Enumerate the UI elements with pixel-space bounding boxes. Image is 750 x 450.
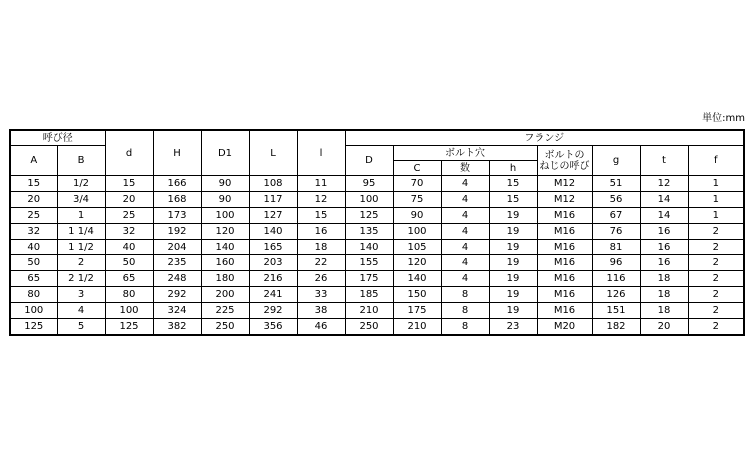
- table-cell: 12: [640, 176, 688, 192]
- table-row: [10, 287, 744, 303]
- table-body: [10, 176, 744, 335]
- table-cell: 14: [640, 207, 688, 223]
- table-cell: 4: [441, 255, 489, 271]
- table-cell: 100: [345, 191, 393, 207]
- table-cell: 2: [688, 319, 744, 335]
- header-A: A: [10, 146, 57, 176]
- header-h: h: [489, 161, 537, 176]
- table-cell: 25: [105, 207, 153, 223]
- table-cell: 248: [153, 271, 201, 287]
- table-cell: M16: [537, 271, 592, 287]
- table-row: [10, 207, 744, 223]
- table-cell: 2: [688, 239, 744, 255]
- table-cell: 90: [201, 191, 249, 207]
- table-cell: 4: [441, 176, 489, 192]
- table-cell: 140: [345, 239, 393, 255]
- table-cell: 203: [249, 255, 297, 271]
- table-cell: 173: [153, 207, 201, 223]
- table-cell: 33: [297, 287, 345, 303]
- table-row: [10, 271, 744, 287]
- table-cell: 140: [393, 271, 441, 287]
- table-cell: 19: [489, 207, 537, 223]
- table-cell: 19: [489, 303, 537, 319]
- table-cell: 51: [592, 176, 640, 192]
- table-cell: 2: [688, 255, 744, 271]
- table-cell: 4: [441, 207, 489, 223]
- header-t: t: [640, 146, 688, 176]
- table-cell: 18: [297, 239, 345, 255]
- table-cell: 80: [10, 287, 57, 303]
- table-cell: 210: [345, 303, 393, 319]
- table-cell: 216: [249, 271, 297, 287]
- table-cell: 19: [489, 223, 537, 239]
- table-row: [10, 255, 744, 271]
- table-cell: 108: [249, 176, 297, 192]
- table-cell: 165: [249, 239, 297, 255]
- table-cell: M20: [537, 319, 592, 335]
- table-cell: 168: [153, 191, 201, 207]
- table-cell: M16: [537, 223, 592, 239]
- table-cell: 150: [393, 287, 441, 303]
- table-row: [10, 319, 744, 335]
- table-cell: 25: [10, 207, 57, 223]
- table-cell: 1 1/4: [57, 223, 105, 239]
- table-cell: 4: [441, 239, 489, 255]
- table-cell: 19: [489, 255, 537, 271]
- table-cell: 125: [345, 207, 393, 223]
- table-cell: 4: [441, 223, 489, 239]
- table-cell: 1/2: [57, 176, 105, 192]
- table-cell: 22: [297, 255, 345, 271]
- table-cell: 16: [640, 223, 688, 239]
- header-bolt-thread-line1: ボルトの: [544, 149, 585, 161]
- table-cell: 160: [201, 255, 249, 271]
- table-cell: 32: [105, 223, 153, 239]
- table-cell: 90: [393, 207, 441, 223]
- table-cell: 18: [640, 287, 688, 303]
- table-cell: 100: [393, 223, 441, 239]
- table-cell: 15: [489, 176, 537, 192]
- table-cell: 18: [640, 303, 688, 319]
- table-cell: M16: [537, 255, 592, 271]
- table-cell: 166: [153, 176, 201, 192]
- table-cell: 2: [688, 287, 744, 303]
- table-cell: 116: [592, 271, 640, 287]
- table-cell: 382: [153, 319, 201, 335]
- table-cell: M16: [537, 303, 592, 319]
- header-B: B: [57, 146, 105, 176]
- table-cell: 235: [153, 255, 201, 271]
- table-cell: 40: [10, 239, 57, 255]
- table-cell: 95: [345, 176, 393, 192]
- table-cell: 20: [640, 319, 688, 335]
- table-cell: 19: [489, 287, 537, 303]
- header-D: D: [345, 146, 393, 176]
- table-cell: 1: [57, 207, 105, 223]
- table-cell: 356: [249, 319, 297, 335]
- table-cell: 38: [297, 303, 345, 319]
- table-cell: 76: [592, 223, 640, 239]
- table-cell: 151: [592, 303, 640, 319]
- table-cell: 75: [393, 191, 441, 207]
- table-cell: 2 1/2: [57, 271, 105, 287]
- header-bolt-thread-line2: ねじの呼び: [539, 160, 590, 172]
- table-cell: 127: [249, 207, 297, 223]
- header-bolt-hole: ボルト穴: [393, 146, 537, 161]
- table-cell: 16: [297, 223, 345, 239]
- table-cell: 67: [592, 207, 640, 223]
- table-cell: 180: [201, 271, 249, 287]
- table-cell: 65: [10, 271, 57, 287]
- table-cell: 175: [345, 271, 393, 287]
- table-cell: 80: [105, 287, 153, 303]
- table-cell: 23: [489, 319, 537, 335]
- table-cell: 1 1/2: [57, 239, 105, 255]
- table-cell: 250: [201, 319, 249, 335]
- table-cell: 50: [105, 255, 153, 271]
- header-bolt-thread: [537, 146, 592, 176]
- table-cell: 100: [105, 303, 153, 319]
- table-row: [10, 176, 744, 192]
- table-cell: 8: [441, 303, 489, 319]
- table-cell: M16: [537, 287, 592, 303]
- header-L: L: [249, 130, 297, 176]
- table-cell: 46: [297, 319, 345, 335]
- table-header: [10, 130, 744, 176]
- table-cell: 15: [105, 176, 153, 192]
- table-cell: 140: [201, 239, 249, 255]
- header-nominal: 呼び径: [10, 130, 105, 146]
- table-cell: 26: [297, 271, 345, 287]
- header-flange: フランジ: [345, 130, 744, 146]
- table-cell: 105: [393, 239, 441, 255]
- header-l: l: [297, 130, 345, 176]
- table-cell: 225: [201, 303, 249, 319]
- table-cell: 50: [10, 255, 57, 271]
- table-cell: 70: [393, 176, 441, 192]
- table-cell: 4: [441, 271, 489, 287]
- table-cell: 140: [249, 223, 297, 239]
- table-cell: 292: [249, 303, 297, 319]
- table-cell: 204: [153, 239, 201, 255]
- table-cell: 120: [393, 255, 441, 271]
- table-cell: 3/4: [57, 191, 105, 207]
- table-cell: 1: [688, 191, 744, 207]
- unit-label: 単位:mm: [702, 113, 745, 124]
- table-cell: 3: [57, 287, 105, 303]
- table-cell: 16: [640, 255, 688, 271]
- table-cell: 125: [105, 319, 153, 335]
- table-cell: 4: [441, 191, 489, 207]
- table-cell: 20: [10, 191, 57, 207]
- table-cell: 324: [153, 303, 201, 319]
- table-cell: 100: [10, 303, 57, 319]
- table-cell: M16: [537, 207, 592, 223]
- table-row: [10, 223, 744, 239]
- table-cell: 1: [688, 207, 744, 223]
- table-cell: 210: [393, 319, 441, 335]
- table-cell: 11: [297, 176, 345, 192]
- table-cell: 19: [489, 271, 537, 287]
- table-cell: 65: [105, 271, 153, 287]
- table-cell: 18: [640, 271, 688, 287]
- table-cell: 19: [489, 239, 537, 255]
- table-cell: 12: [297, 191, 345, 207]
- table-cell: 120: [201, 223, 249, 239]
- table-cell: 8: [441, 319, 489, 335]
- table-cell: 5: [57, 319, 105, 335]
- table-cell: 241: [249, 287, 297, 303]
- header-g: g: [592, 146, 640, 176]
- table-cell: 125: [10, 319, 57, 335]
- table-cell: M16: [537, 239, 592, 255]
- header-d: d: [105, 130, 153, 176]
- table-cell: 20: [105, 191, 153, 207]
- table-cell: 16: [640, 239, 688, 255]
- table-row: [10, 239, 744, 255]
- table-cell: 4: [57, 303, 105, 319]
- table-row: [10, 303, 744, 319]
- table-cell: 155: [345, 255, 393, 271]
- header-f: f: [688, 146, 744, 176]
- table-cell: 56: [592, 191, 640, 207]
- table-cell: 15: [489, 191, 537, 207]
- table-cell: 192: [153, 223, 201, 239]
- header-count: 数: [441, 161, 489, 176]
- table-cell: M12: [537, 176, 592, 192]
- table-cell: 2: [688, 303, 744, 319]
- table-cell: 175: [393, 303, 441, 319]
- header-C: C: [393, 161, 441, 176]
- table-cell: 15: [10, 176, 57, 192]
- table-cell: 1: [688, 176, 744, 192]
- table-cell: 182: [592, 319, 640, 335]
- table-cell: 96: [592, 255, 640, 271]
- header-D1: D1: [201, 130, 249, 176]
- table-cell: 2: [688, 271, 744, 287]
- table-cell: 292: [153, 287, 201, 303]
- table-cell: 2: [688, 223, 744, 239]
- table-cell: 40: [105, 239, 153, 255]
- table-cell: 200: [201, 287, 249, 303]
- table-cell: 100: [201, 207, 249, 223]
- spec-table: [9, 129, 745, 336]
- table-row: [10, 191, 744, 207]
- table-cell: 14: [640, 191, 688, 207]
- table-cell: 250: [345, 319, 393, 335]
- table-cell: 8: [441, 287, 489, 303]
- table-cell: 81: [592, 239, 640, 255]
- table-cell: 117: [249, 191, 297, 207]
- header-H: H: [153, 130, 201, 176]
- table-cell: M12: [537, 191, 592, 207]
- table-cell: 32: [10, 223, 57, 239]
- table-cell: 2: [57, 255, 105, 271]
- table-cell: 90: [201, 176, 249, 192]
- table-cell: 15: [297, 207, 345, 223]
- table-cell: 185: [345, 287, 393, 303]
- table-cell: 126: [592, 287, 640, 303]
- table-cell: 135: [345, 223, 393, 239]
